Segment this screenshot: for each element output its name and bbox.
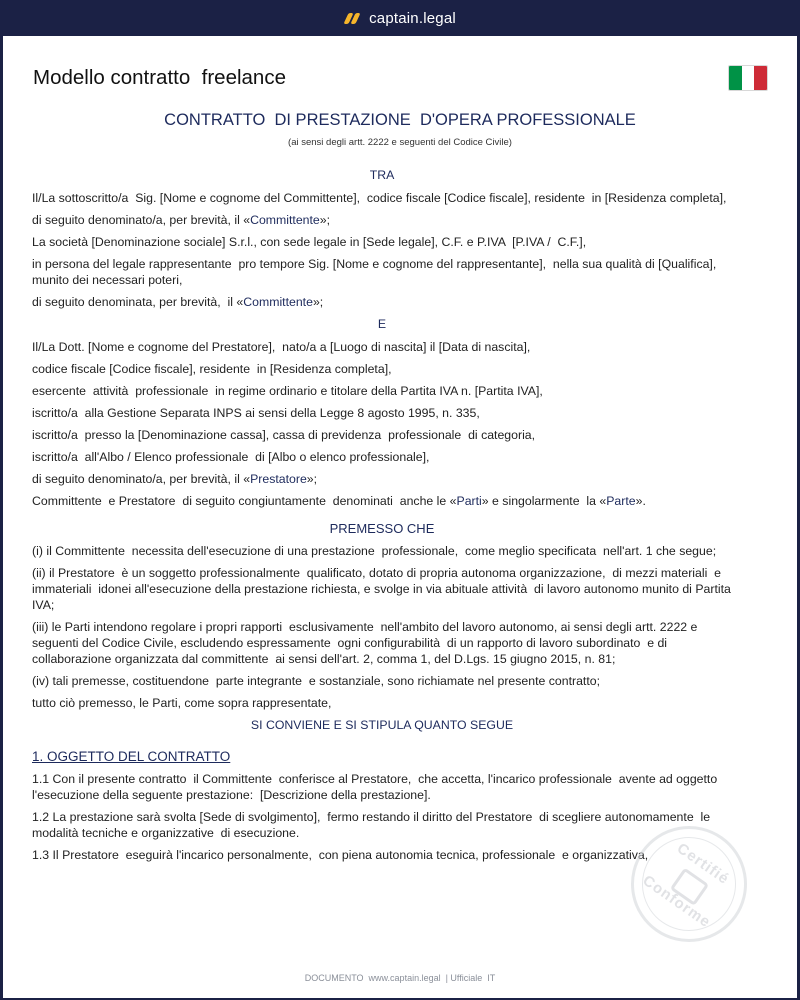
premesso-heading: PREMESSO CHE: [329, 521, 435, 536]
paragraph-vat: esercente attività professionale in regime ordinario e titolare della Partita IVA n. [Partita IVA],: [32, 384, 543, 398]
premise-iv: (iv) tali premesse, costituendone parte integrante e sostanziale, sono richiamate nel presente contratto;: [32, 674, 601, 688]
seal-text-top: Certifié: [673, 839, 733, 889]
text: » e singolarmente la «: [481, 494, 607, 508]
text: di seguito denominata, per brevità, il «: [32, 295, 244, 309]
conviene-heading: SI CONVIENE E SI STIPULA QUANTO SEGUE: [250, 718, 514, 732]
paragraph-tutto: tutto ciò premesso, le Parti, come sopra rappresentate,: [32, 696, 332, 710]
paragraph-prestatore: Il/La Dott. [Nome e cognome del Prestatore], nato/a a [Luogo di nascita] il [Data di nascita],: [32, 340, 531, 354]
e-label: E: [377, 317, 387, 331]
text: ».: [635, 494, 646, 508]
text: di seguito denominato/a, per brevità, il «: [32, 213, 251, 227]
defined-term: Committente: [250, 213, 320, 227]
footer: DOCUMENTO www.captain.legal | Ufficiale IT: [304, 973, 496, 983]
text: »;: [319, 213, 331, 227]
section-1-heading: 1. OGGETTO DEL CONTRATTO: [32, 749, 231, 764]
clause-1-2: 1.2 La prestazione sarà svolta [Sede di svolgimento], fermo restando il diritto del Prestatore di scegliere autonomamente le modalità tecniche e organizzative di esecuzione.: [32, 810, 714, 840]
tra-label: TRA: [369, 168, 395, 182]
document-page: [3, 36, 797, 998]
contract-body: [32, 167, 735, 869]
premise-iii: (iii) le Parti intendono regolare i propri rapporti esclusivamente nell'ambito del lavoro autonomo, ai sensi degli artt. 2222 e seguenti del Codice Civile, escludendo espressamente ogni configurabilità di un rapporto di lavoro subordinato e di collaborazione organizzata dal committente ai sensi dell'art. 2, comma 1, del D.Lgs. 15 giugno 2015, n. 81;: [32, 620, 701, 666]
paragraph-fiscal-code: codice fiscale [Codice fiscale], residente in [Residenza completa],: [32, 362, 392, 376]
top-bar: [0, 0, 800, 36]
paragraph-inps: iscritto/a alla Gestione Separata INPS ai sensi della Legge 8 agosto 1995, n. 335,: [32, 406, 480, 420]
captain-logo-icon: [344, 12, 362, 24]
paragraph-committente-denomination: [32, 212, 732, 228]
contract-title: CONTRATTO DI PRESTAZIONE D'OPERA PROFESSIONALE: [164, 111, 636, 129]
page-title: Modello contratto freelance: [33, 66, 286, 89]
defined-term: Parte: [606, 494, 636, 508]
defined-term: Committente: [243, 295, 313, 309]
contract-subtitle: (ai sensi degli artt. 2222 e seguenti del Codice Civile): [288, 137, 512, 148]
paragraph-cassa: iscritto/a presso la [Denominazione cassa], cassa di previdenza professionale di categoria,: [32, 428, 536, 442]
italy-flag-icon[interactable]: [728, 65, 768, 91]
flag-green-stripe: [729, 66, 742, 90]
flag-red-stripe: [754, 66, 767, 90]
paragraph-committente-person: Il/La sottoscritto/a Sig. [Nome e cognome del Committente], codice fiscale [Codice fiscale], residente in [Residenza completa],: [32, 191, 727, 205]
seal-text-bottom: Conforme: [639, 872, 714, 932]
text: Committente e Prestatore di seguito congiuntamente denominati anche le «: [32, 494, 457, 508]
defined-term: Prestatore: [250, 472, 307, 486]
paragraph-parties: [32, 493, 732, 509]
paragraph-prestatore-denomination: [32, 471, 732, 487]
clause-1-1: 1.1 Con il presente contratto il Committente conferisce al Prestatore, che accetta, l'incarico professionale avente ad oggetto l'esecuzione della seguente prestazione: [Descrizione della prestazione].: [32, 772, 721, 802]
text: »;: [312, 295, 324, 309]
defined-term: Parti: [456, 494, 482, 508]
paragraph-company-denomination: [32, 294, 732, 310]
premise-ii: (ii) il Prestatore è un soggetto professionalmente qualificato, dotato di propria autonoma organizzazione, di mezzi materiali e immateriali idonei all'esecuzione della prestazione richiesta, e svolge in via abituale attività di lavoro autonomo munito di Partita IVA;: [32, 566, 735, 612]
paragraph-albo: iscritto/a all'Albo / Elenco professionale di [Albo o elenco professionale],: [32, 450, 430, 464]
paragraph-representative: in persona del legale rappresentante pro tempore Sig. [Nome e cognome del rappresentante], nella sua qualità di [Qualifica], munito dei necessari poteri,: [32, 257, 720, 287]
brand-name[interactable]: captain.legal: [369, 9, 456, 27]
text: di seguito denominato/a, per brevità, il «: [32, 472, 251, 486]
text: »;: [306, 472, 318, 486]
flag-white-stripe: [742, 66, 755, 90]
premise-i: (i) il Committente necessita dell'esecuzione di una prestazione professionale, come meglio specificata nell'art. 1 che segue;: [32, 544, 717, 558]
clause-1-3: 1.3 Il Prestatore eseguirà l'incarico personalmente, con piena autonomia tecnica, professionale e organizzativa,: [32, 848, 649, 862]
paragraph-company: La società [Denominazione sociale] S.r.l., con sede legale in [Sede legale], C.F. e P.IVA [P.IVA / C.F.],: [32, 235, 587, 249]
